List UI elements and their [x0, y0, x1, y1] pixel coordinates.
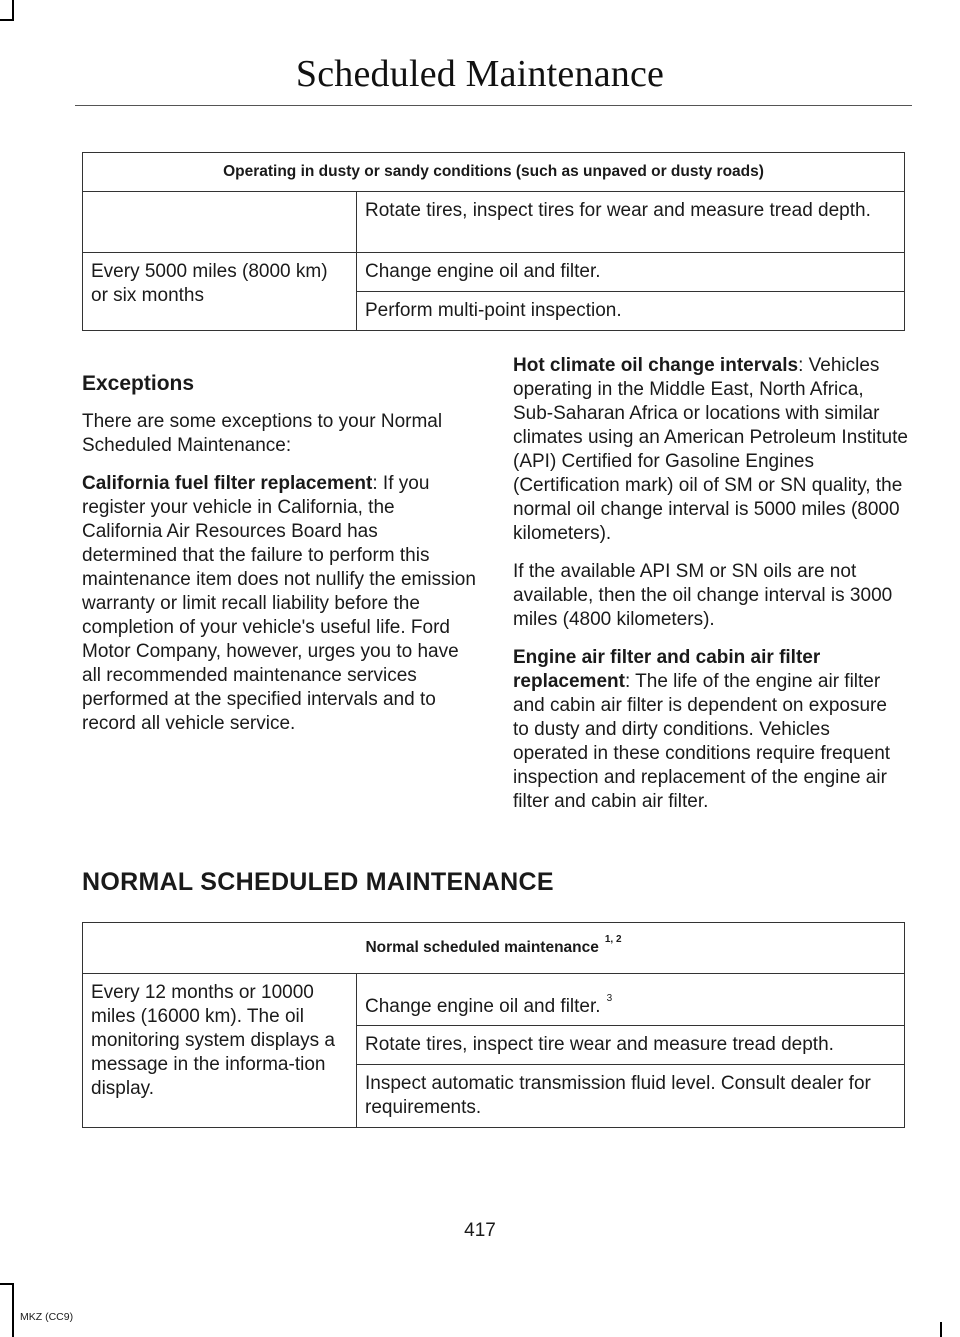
page-number: 417: [464, 1220, 496, 1241]
footer-code: MKZ (CC9): [20, 1311, 74, 1323]
crop-mark-top-left-horizontal: [0, 19, 14, 21]
crop-mark-top-left-vertical: [12, 0, 14, 20]
hot-climate-text: : Vehicles operating in the Middle East, North Africa, Sub-Saharan Africa or locations with similar climates using an American Petroleum Institute (API) Certified for Gasoline Engines (Certification mark) oil of SM or SN quality, the normal oil change interval is 5000 miles (8000 kilometers).: [513, 355, 908, 544]
footnote-marker: 1, 2: [604, 934, 622, 945]
california-paragraph: [82, 472, 477, 736]
hot-climate-paragraph: [513, 354, 908, 546]
dusty-conditions-table: [82, 152, 905, 331]
crop-mark-bottom-left: [12, 1283, 14, 1337]
interval-cell: Every 12 months or 10000 miles (16000 km). The oil monitoring system displays a message in the informa-tion display.: [83, 974, 357, 1128]
air-filter-paragraph: [513, 646, 908, 814]
table-row: [83, 974, 905, 1026]
interval-cell: Every 5000 miles (8000 km) or six months: [83, 253, 357, 331]
exceptions-heading: Exceptions: [82, 372, 195, 395]
table-header-row: [83, 923, 905, 974]
task-cell: Inspect automatic transmission fluid level. Consult dealer for requirements.: [357, 1065, 905, 1128]
task-cell: Rotate tires, inspect tires for wear and measure tread depth.: [357, 192, 905, 253]
task-cell: Change engine oil and filter.: [357, 253, 905, 292]
header-divider: [75, 105, 912, 106]
section-heading: NORMAL SCHEDULED MAINTENANCE: [82, 868, 554, 896]
california-text: : If you register your vehicle in California, the California Air Resources Board has determined that the failure to perform this maintenance item does not nullify the emission warranty or limit recall liability before the completion of your vehicle's useful life. Ford Motor Company, however, urges you to have all recommended maintenance services performed at the specified intervals and to record all vehicle service.: [82, 473, 476, 734]
page-title: Scheduled Maintenance: [295, 53, 665, 95]
exceptions-intro: There are some exceptions to your Normal Scheduled Maintenance:: [82, 411, 443, 456]
hot-climate-label: Hot climate oil change intervals: [513, 355, 799, 376]
crop-mark-bottom-left-horizontal: [0, 1283, 14, 1285]
api-oil-paragraph: If the available API SM or SN oils are not available, then the oil change interval is 3000 miles (4800 kilometers).: [513, 561, 893, 630]
right-column: [513, 354, 908, 828]
normal-maintenance-table: [82, 922, 905, 1128]
table-row: [83, 192, 905, 253]
task-cell: Rotate tires, inspect tire wear and measure tread depth.: [357, 1026, 905, 1065]
footnote-marker: 3: [606, 993, 613, 1004]
task-cell: Perform multi-point inspection.: [357, 292, 905, 331]
table-row: [83, 253, 905, 292]
interval-cell: [83, 192, 357, 253]
left-column: [82, 372, 477, 750]
table-header-row: [83, 153, 905, 192]
table-header: [83, 923, 905, 974]
california-label: California fuel filter replacement: [82, 473, 373, 494]
task-cell: [357, 974, 905, 1026]
air-filter-label: Engine air filter and cabin air filter replacement: [513, 647, 821, 692]
table-header-text: Normal scheduled maintenance: [365, 939, 599, 956]
crop-mark-bottom-right: [940, 1322, 942, 1337]
air-filter-text: : The life of the engine air filter and cabin air filter is dependent on exposure to dusty and dirty conditions. Vehicles operated in these conditions require frequent inspection and replacement of the engine air filter and cabin air filter.: [513, 671, 891, 812]
table-header: Operating in dusty or sandy conditions (such as unpaved or dusty roads): [83, 153, 905, 192]
task-text: Change engine oil and filter.: [365, 996, 601, 1017]
